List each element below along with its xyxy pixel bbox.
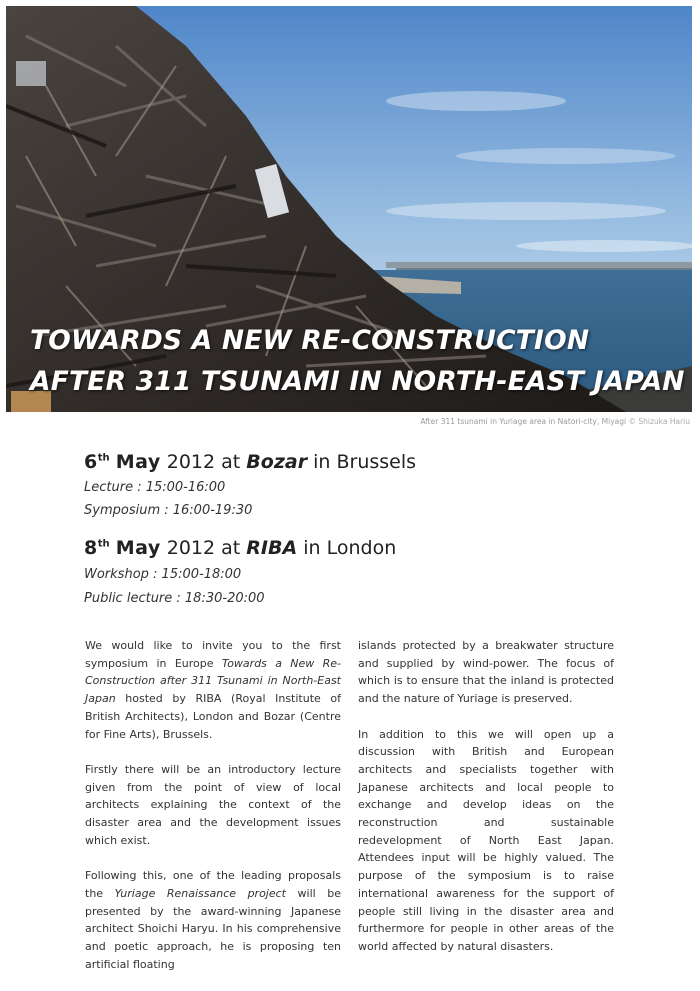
paragraph-proposal [85, 867, 341, 973]
event-day: 6 [84, 451, 98, 473]
schedule-public-lecture: Public lecture : 18:30-20:00 [84, 591, 265, 606]
schedule-lecture: Lecture : 15:00-16:00 [84, 480, 226, 495]
event-ordinal: th [97, 538, 110, 550]
event-month: May [115, 451, 161, 473]
schedule-workshop: Workshop : 15:00-18:00 [84, 567, 242, 582]
caption-text: After 311 tsunami in Yuriage area in Natori-city, Miyagi [420, 417, 629, 426]
event-venue: Bozar [246, 451, 308, 473]
event-venue: RIBA [246, 537, 298, 559]
event-city: in Brussels [307, 451, 417, 473]
event-month: May [115, 537, 161, 559]
event-city: in London [297, 537, 397, 559]
schedule-symposium: Symposium : 16:00-19:30 [84, 503, 253, 518]
photo-credit: © Shizuka Hariu [628, 417, 690, 426]
event-year: 2012 at [160, 451, 247, 473]
symposium-title-emphasis: Towards a New Re-Construction after 311 Tsunami in North-East Japan [85, 656, 342, 706]
event-year: 2012 at [160, 537, 247, 559]
paragraph-introduction: Firstly there will be an introductory lecture given from the point of view of local architects explaining the context of the disaster area and the development issues which exist. [85, 762, 341, 847]
event-london-title [84, 537, 396, 559]
paragraph-text: Following this, one of the leading proposals the [85, 869, 341, 900]
project-name-emphasis: Yuriage Renaissance project [114, 886, 286, 900]
photo-caption [420, 417, 690, 426]
paragraph-invitation [85, 637, 341, 743]
hero-title-line-1: TOWARDS A NEW RE-CONSTRUCTION [30, 325, 590, 356]
hero-title-line-2: AFTER 311 TSUNAMI IN NORTH-EAST JAPAN [30, 366, 685, 397]
event-day: 8 [84, 537, 98, 559]
paragraph-text: We would like to invite you to the first symposium in Europe [85, 639, 341, 670]
paragraph-islands: islands protected by a breakwater structure and supplied by wind-power. The focus of which is to ensure that the inland is protected and the nature of Yuriage is preserved. [358, 639, 614, 706]
event-ordinal: th [97, 452, 110, 464]
body-column-left [85, 637, 341, 991]
paragraph-discussion: In addition to this we will open up a discussion with British and European architects and specialists together with Japanese architects and local people to exchange and develop ideas on the reconstruction and sustainable redevelopment of North East Japan. Attendees input will be highly valued. The purpose of the symposium is to raise international awareness for the support of people still living in the disaster area and furthermore for people in other areas of the world affected by natural disasters. [358, 727, 614, 953]
hero-photo [6, 6, 692, 412]
paragraph-text: will be presented by the award-winning Japanese architect Shoichi Haryu. In his comprehensive and poetic approach, he is proposing ten artificial floating [85, 886, 341, 971]
event-brussels-title [84, 451, 416, 473]
paragraph-text: hosted by RIBA (Royal Institute of British Architects), London and Bozar (Centre for Fine Arts), Brussels. [85, 692, 341, 741]
body-column-right [358, 637, 614, 973]
